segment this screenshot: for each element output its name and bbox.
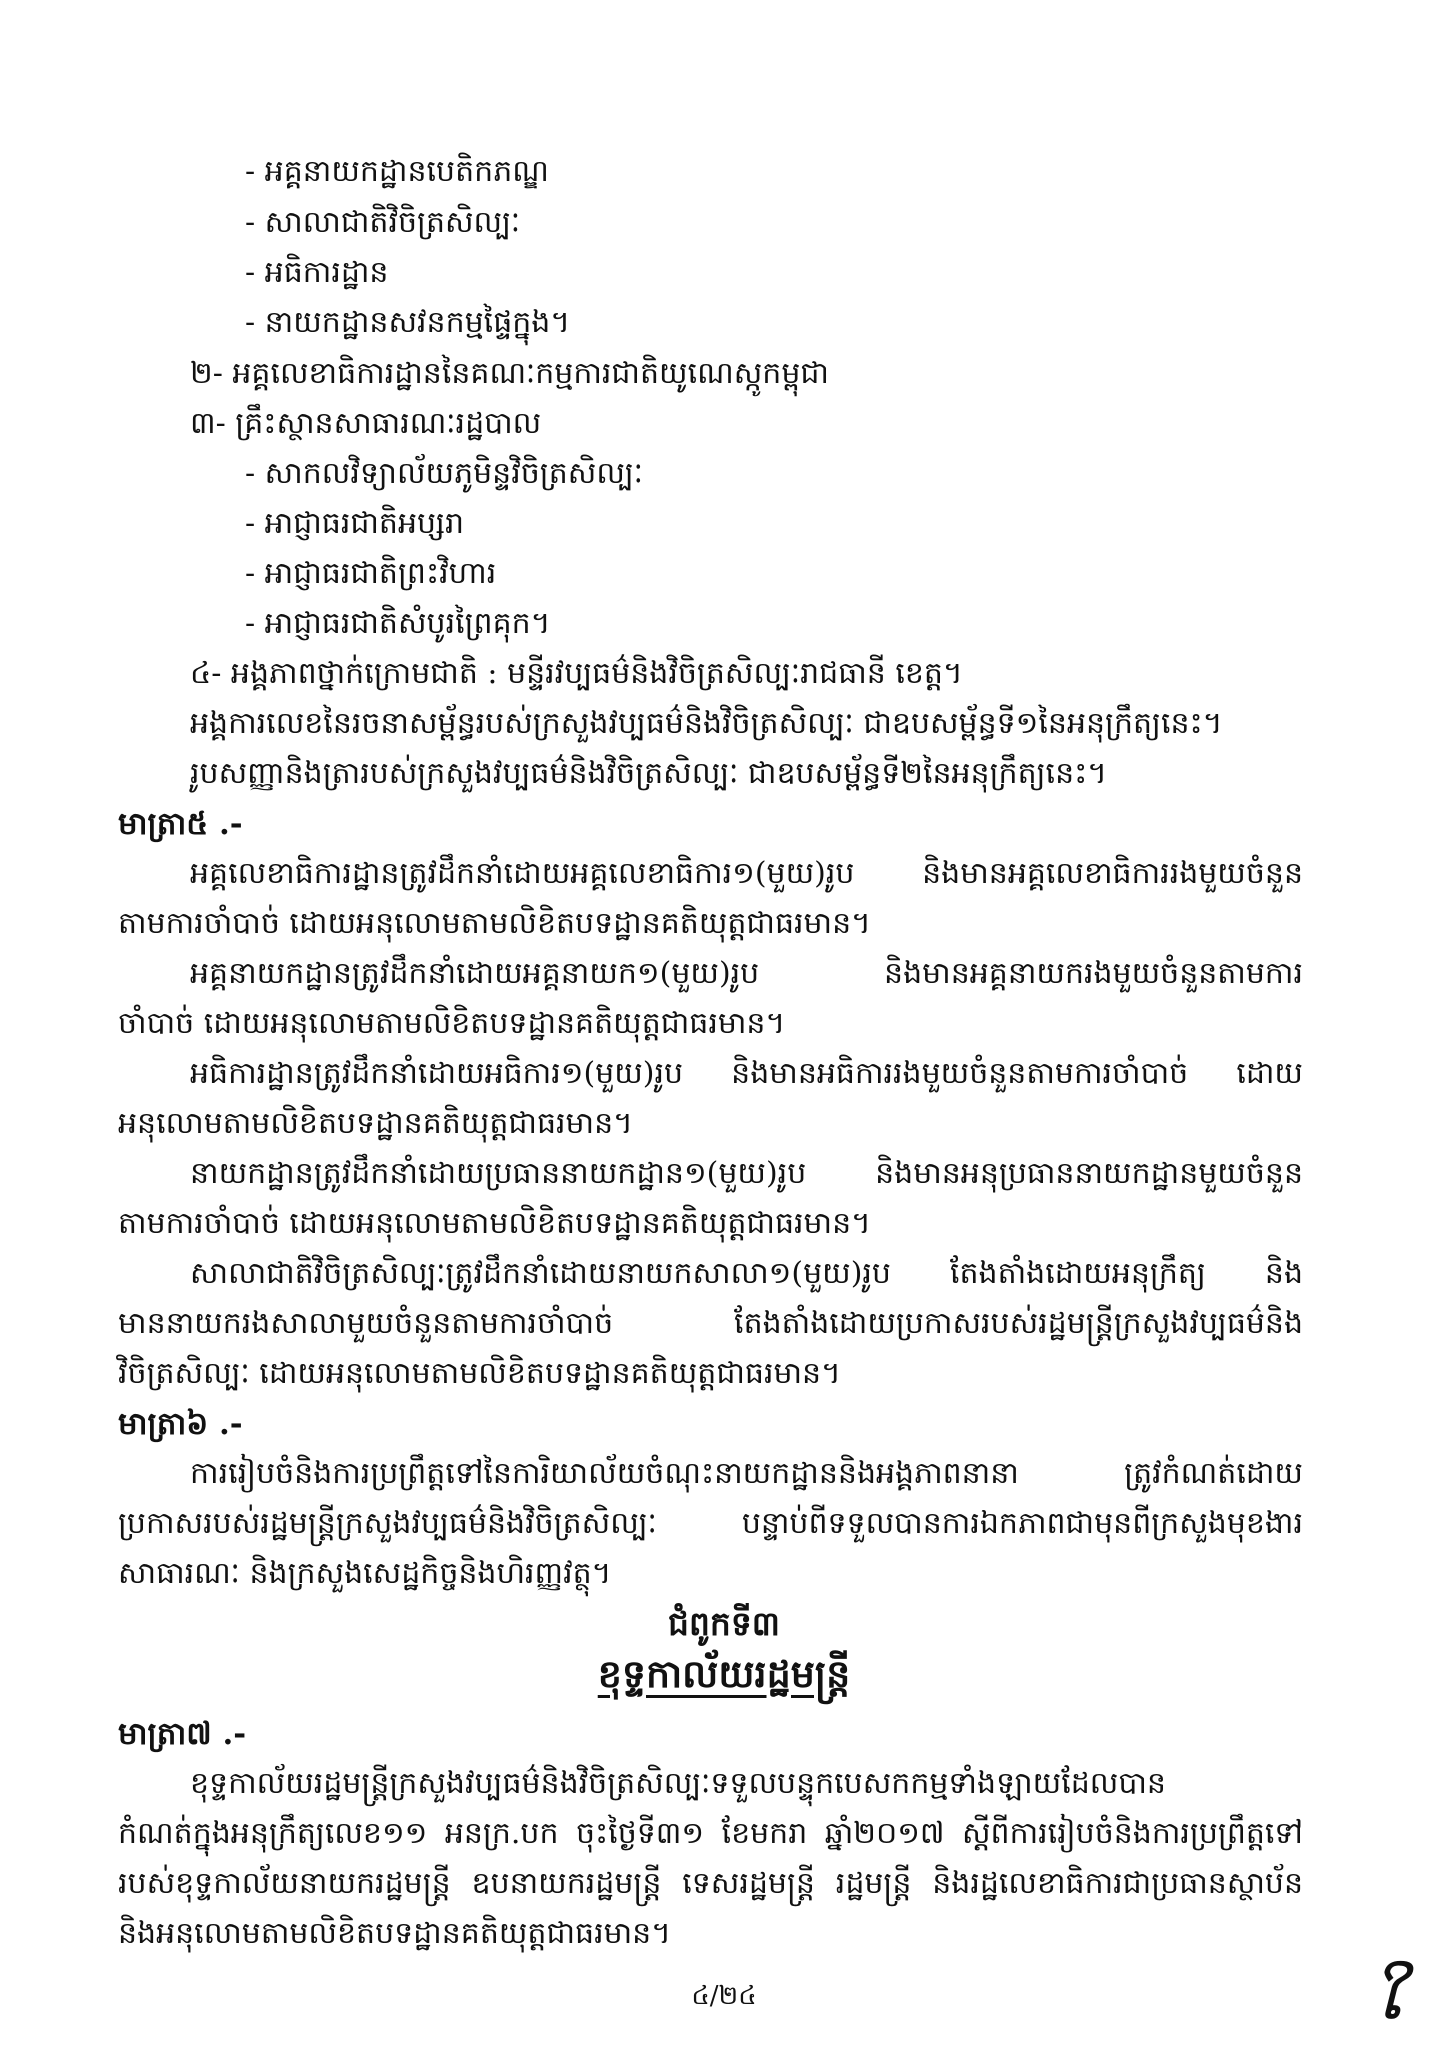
list-item: - សាកលវិទ្យាល័យភូមិន្ទវិចិត្រសិល្បៈ	[245, 456, 643, 491]
chapter-title: ខុទ្ទកាល័យរដ្ឋមន្ត្រី	[597, 1651, 851, 1696]
handwritten-initial: ໃ	[1370, 1960, 1406, 2034]
paragraph-line: និងអនុលោមតាមលិខិតបទដ្ឋានគតិយុត្តជាធរមាន។	[118, 1916, 671, 1951]
list-item: - អគ្គនាយកដ្ឋានបេតិកភណ្ឌ	[245, 154, 549, 189]
numbered-item-4: ៤- អង្គភាពថ្នាក់ក្រោមជាតិ : មន្ទីរវប្បធម៌និងវិចិត្រសិល្បៈរាជធានី ខេត្ត។	[190, 656, 963, 691]
paragraph-line: ប្រកាសរបស់រដ្ឋមន្ត្រីក្រសួងវប្បធម៌និងវិចិត្រសិល្បៈ បន្ទាប់ពីទទួលបានការឯកភាពជាមុនពីក្រសួងមុខងារ	[118, 1506, 1303, 1541]
paragraph-line: អនុលោមតាមលិខិតបទដ្ឋានគតិយុត្តជាធរមាន។	[118, 1106, 633, 1141]
paragraph-line: ការរៀបចំនិងការប្រព្រឹត្តទៅនៃការិយាល័យចំណុះនាយកដ្ឋាននិងអង្គភាពនានា ត្រូវកំណត់ដោយ	[190, 1456, 1303, 1491]
list-item: - អាជ្ញាធរជាតិសំបូរព្រៃគុក។	[245, 606, 551, 641]
paragraph-line: អធិការដ្ឋានត្រូវដឹកនាំដោយអធិការ១(មួយ)រូប និងមានអធិការរងមួយចំនួនតាមការចាំបាច់ ដោយ	[190, 1056, 1303, 1091]
paragraph-line: អគ្គលេខាធិការដ្ឋានត្រូវដឹកនាំដោយអគ្គលេខាធិការ១(មួយ)រូប និងមានអគ្គលេខាធិការរងមួយចំនួន	[190, 856, 1303, 891]
annex-1-text: អង្គការលេខនៃរចនាសម្ព័ន្ធរបស់ក្រសួងវប្បធម៌និងវិចិត្រសិល្បៈ ជាឧបសម្ព័ន្ធទី១នៃអនុក្រឹត្យនេះ។	[190, 706, 1223, 741]
article-7-heading: មាត្រា៧ .-	[118, 1716, 247, 1752]
list-item: - អធិការដ្ឋាន	[245, 255, 389, 290]
paragraph-line: អគ្គនាយកដ្ឋានត្រូវដឹកនាំដោយអគ្គនាយក១(មួយ)រូប និងមានអគ្គនាយករងមួយចំនួនតាមការ	[190, 956, 1303, 991]
paragraph-line: សាធារណៈ និងក្រសួងសេដ្ឋកិច្ចនិងហិរញ្ញវត្ថុ។	[118, 1556, 612, 1591]
list-item: - អាជ្ញាធរជាតិអប្សរា	[245, 506, 465, 541]
paragraph-line: ចាំបាច់ ដោយអនុលោមតាមលិខិតបទដ្ឋានគតិយុត្តជាធរមាន។	[118, 1006, 786, 1041]
paragraph-line: វិចិត្រសិល្បៈ ដោយអនុលោមតាមលិខិតបទដ្ឋានគតិយុត្តជាធរមាន។	[118, 1356, 841, 1391]
paragraph-line: កំណត់ក្នុងអនុក្រឹត្យលេខ១១ អនក្រ.បក ចុះថ្ងៃទី៣១ ខែមករា ឆ្នាំ២០១៧ ស្តីពីការរៀបចំនិងការប្រព្រឹត្តទៅ	[118, 1816, 1303, 1851]
list-item: - សាលាជាតិវិចិត្រសិល្បៈ	[245, 205, 521, 240]
numbered-item-2: ២- អគ្គលេខាធិការដ្ឋាននៃគណៈកម្មការជាតិយូណេស្កូកម្ពុជា	[190, 356, 829, 391]
article-5-heading: មាត្រា៥ .-	[118, 806, 243, 842]
paragraph-line: តាមការចាំបាច់ ដោយអនុលោមតាមលិខិតបទដ្ឋានគតិយុត្តជាធរមាន។	[118, 906, 871, 941]
list-item: - អាជ្ញាធរជាតិព្រះវិហារ	[245, 556, 497, 591]
paragraph-line: នាយកដ្ឋានត្រូវដឹកនាំដោយប្រធាននាយកដ្ឋាន១(មួយ)រូប និងមានអនុប្រធាននាយកដ្ឋានមួយចំនួន	[190, 1156, 1303, 1191]
page-number: ៤/២៤	[691, 1981, 757, 2011]
numbered-item-3: ៣- គ្រឹះស្ថានសាធារណៈរដ្ឋបាល	[190, 406, 542, 441]
article-6-heading: មាត្រា៦ .-	[118, 1406, 243, 1442]
paragraph-line: ខុទ្ទកាល័យរដ្ឋមន្ត្រីក្រសួងវប្បធម៌និងវិចិត្រសិល្បៈទទួលបន្ទុកបេសកកម្មទាំងឡាយដែលបាន	[190, 1766, 1166, 1801]
list-item: - នាយកដ្ឋានសវនកម្មផ្ទៃក្នុង។	[245, 305, 571, 340]
paragraph-line: របស់ខុទ្ទកាល័យនាយករដ្ឋមន្ត្រី ឧបនាយករដ្ឋមន្ត្រី ទេសរដ្ឋមន្ត្រី រដ្ឋមន្ត្រី និងរដ្ឋលេខាធិការជាប្រធានស្ថាប័ន	[118, 1866, 1303, 1901]
paragraph-line: មាននាយករងសាលាមួយចំនួនតាមការចាំបាច់ តែងតាំងដោយប្រកាសរបស់រដ្ឋមន្ត្រីក្រសួងវប្បធម៌និង	[118, 1306, 1303, 1341]
annex-2-text: រូបសញ្ញានិងត្រារបស់ក្រសួងវប្បធម៌និងវិចិត្រសិល្បៈ ជាឧបសម្ព័ន្ធទី២នៃអនុក្រឹត្យនេះ។	[190, 756, 1108, 791]
paragraph-line: តាមការចាំបាច់ ដោយអនុលោមតាមលិខិតបទដ្ឋានគតិយុត្តជាធរមាន។	[118, 1206, 871, 1241]
paragraph-line: សាលាជាតិវិចិត្រសិល្បៈត្រូវដឹកនាំដោយនាយកសាលា១(មួយ)រូប តែងតាំងដោយអនុក្រឹត្យ និង	[190, 1256, 1303, 1291]
chapter-number: ជំពូកទី៣	[668, 1604, 780, 1643]
